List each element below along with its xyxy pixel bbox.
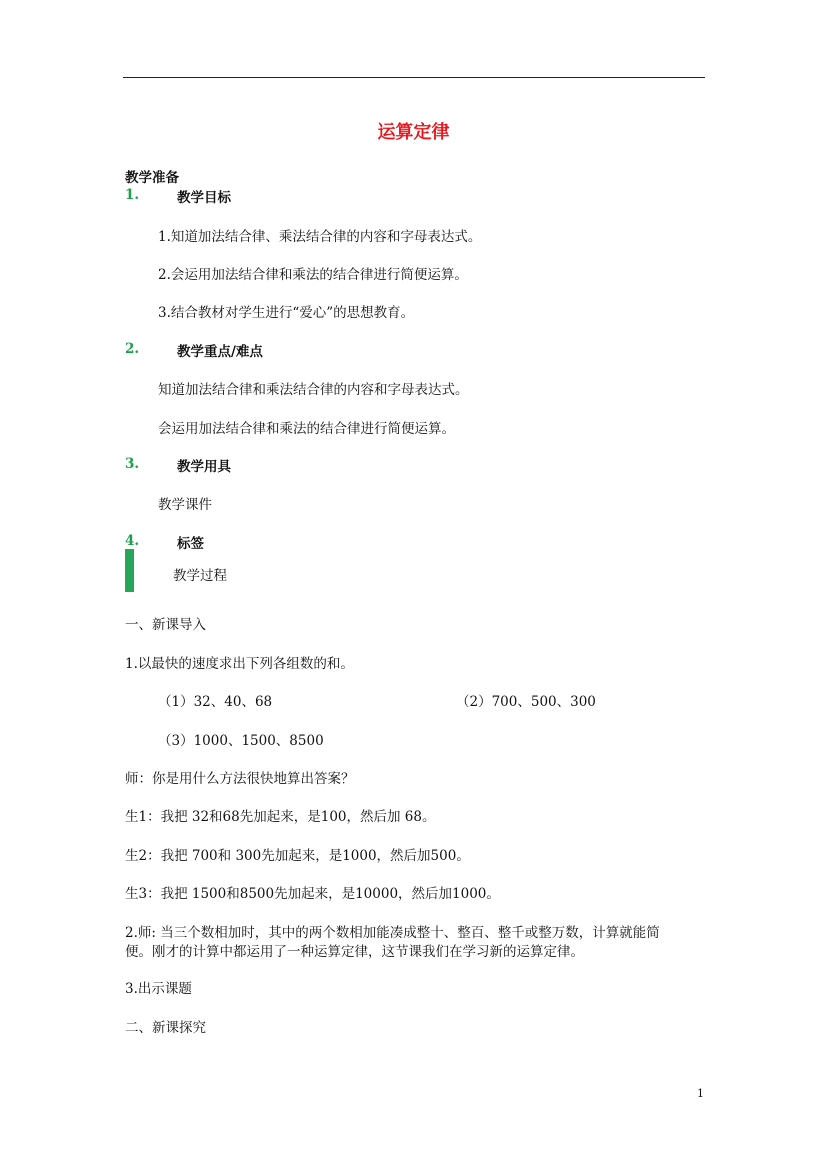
tag-bar	[125, 549, 134, 592]
tools-text: 教学课件	[158, 497, 212, 513]
student-3-answer: 生3：我把 1500和8500先加起来，是10000，然后加1000。	[125, 886, 500, 902]
question-1: 1.以最快的速度求出下列各组数的和。	[125, 656, 354, 672]
group-1: （1）32、40、68	[158, 694, 273, 710]
section-2-heading: 教学重点/难点	[177, 344, 263, 360]
document-title: 运算定律	[377, 122, 450, 143]
goal-3: 3.结合教材对学生进行“爱心”的思想教育。	[158, 305, 415, 321]
student-1-answer: 生1：我把 32和68先加起来，是100，然后加 68。	[125, 809, 436, 825]
section-2-number: 2.	[125, 341, 140, 357]
paragraph-2-line-2: 便。刚才的计算中都运用了一种运算定律，这节课我们在学习新的运算定律。	[125, 944, 584, 960]
section-3-heading: 教学用具	[177, 459, 231, 475]
section-1-number: 1.	[125, 187, 140, 203]
section-4-number: 4.	[125, 533, 140, 549]
header-rule	[123, 77, 705, 78]
student-2-answer: 生2：我把 700和 300先加起来，是1000，然后加500。	[125, 848, 470, 864]
section-3-number: 3.	[125, 456, 140, 472]
tag-text: 教学过程	[173, 568, 227, 584]
section-4-heading: 标签	[177, 536, 204, 552]
key-point-1: 知道加法结合律和乘法结合律的内容和字母表达式。	[158, 382, 469, 398]
section-1-heading: 教学目标	[177, 190, 231, 206]
group-2: （2）700、500、300	[456, 694, 596, 710]
teacher-question: 师：你是用什么方法很快地算出答案？	[125, 771, 355, 787]
part-1-heading: 一、新课导入	[125, 617, 206, 633]
part-2-heading: 二、新课探究	[125, 1020, 206, 1036]
paragraph-3: 3.出示课题	[125, 981, 192, 997]
group-3: （3）1000、1500、8500	[158, 733, 324, 749]
page-number: 1	[697, 1087, 704, 1100]
goal-2: 2.会运用加法结合律和乘法的结合律进行简便运算。	[158, 267, 468, 283]
prep-heading: 教学准备	[125, 170, 179, 186]
key-point-2: 会运用加法结合律和乘法的结合律进行简便运算。	[158, 421, 455, 437]
paragraph-2-line-1: 2.师: 当三个数相加时，其中的两个数相加能凑成整十、整百、整千或整万数，计算就能简	[125, 925, 660, 941]
goal-1: 1.知道加法结合律、乘法结合律的内容和字母表达式。	[158, 229, 482, 245]
